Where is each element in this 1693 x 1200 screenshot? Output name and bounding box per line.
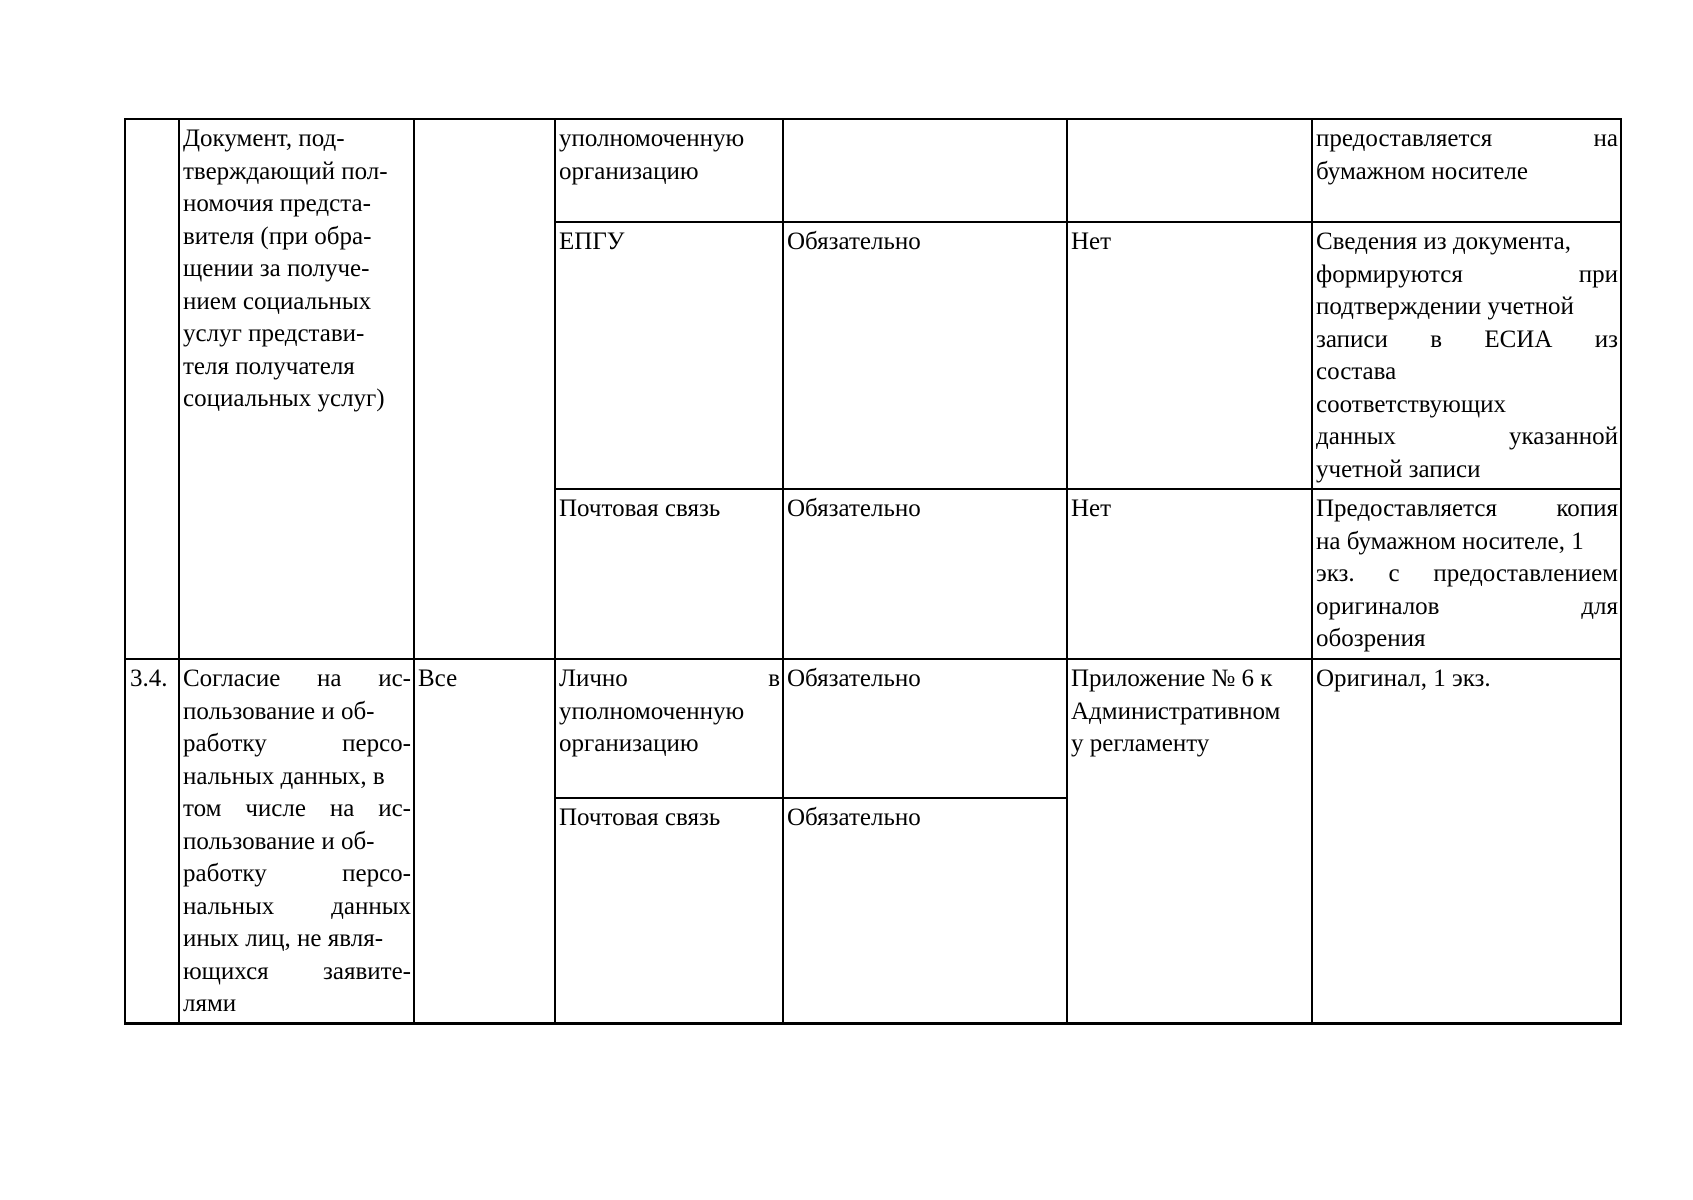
text-line: у регламенту bbox=[1071, 730, 1210, 757]
text-line: Административном bbox=[1071, 697, 1281, 725]
form-cell bbox=[1312, 222, 1621, 489]
category-cell bbox=[414, 119, 555, 659]
row-number-cell bbox=[125, 119, 179, 659]
text-line: соответствующих bbox=[1316, 390, 1506, 418]
text-line: вителя (при обра- bbox=[183, 222, 372, 250]
text-line: оригиналов для bbox=[1316, 592, 1618, 620]
text-line: уполномоченную bbox=[559, 697, 745, 725]
text-line: теля получателя bbox=[183, 352, 355, 380]
text-line: бумажном носителе bbox=[1316, 157, 1528, 185]
text-line: том числе на ис- bbox=[183, 795, 411, 822]
requirement-cell: Обязательно bbox=[783, 222, 1067, 489]
text-line: работку персо- bbox=[183, 730, 411, 757]
text-line: экз. с предоставлением bbox=[1316, 560, 1618, 587]
text-line: тверждающий пол- bbox=[183, 157, 388, 185]
table-row bbox=[125, 659, 1621, 798]
text-line: формируются при bbox=[1316, 260, 1618, 288]
text-line: Сведения из документа, bbox=[1316, 228, 1571, 255]
template-cell: Нет bbox=[1067, 489, 1312, 659]
text-line: на бумажном носителе, 1 bbox=[1316, 527, 1584, 555]
text-line: нальных данных, в bbox=[183, 762, 385, 790]
documents-table bbox=[124, 118, 1622, 1025]
text-line: ющихся заявите- bbox=[183, 957, 411, 985]
text-line: подтверждении учетной bbox=[1316, 293, 1574, 320]
template-cell bbox=[1067, 659, 1312, 1024]
text-line: Приложение № 6 к bbox=[1071, 665, 1273, 692]
template-cell bbox=[1067, 119, 1312, 222]
row-number-cell: 3.4. bbox=[125, 659, 179, 1024]
requirement-cell: Обязательно bbox=[783, 659, 1067, 798]
text-line: работку персо- bbox=[183, 860, 411, 887]
text-line: обозрения bbox=[1316, 625, 1426, 652]
document-name-cell bbox=[179, 119, 414, 659]
method-cell: Почтовая связь bbox=[555, 489, 783, 659]
method-cell bbox=[555, 659, 783, 798]
requirement-cell: Обязательно bbox=[783, 489, 1067, 659]
form-cell bbox=[1312, 489, 1621, 659]
method-cell: Почтовая связь bbox=[555, 798, 783, 1024]
text-line: пользование и об- bbox=[183, 827, 375, 855]
text-line: Документ, под- bbox=[183, 125, 345, 152]
table-row bbox=[125, 119, 1621, 222]
form-cell: Оригинал, 1 экз. bbox=[1312, 659, 1621, 1024]
requirement-cell bbox=[783, 119, 1067, 222]
text-line: иных лиц, не явля- bbox=[183, 925, 384, 952]
template-cell: Нет bbox=[1067, 222, 1312, 489]
text-line: данных указанной bbox=[1316, 423, 1618, 450]
requirement-cell: Обязательно bbox=[783, 798, 1067, 1024]
text-line: учетной записи bbox=[1316, 455, 1481, 483]
text-line: номочия предста- bbox=[183, 190, 371, 217]
document-name-cell bbox=[179, 659, 414, 1024]
text-line: услуг представи- bbox=[183, 320, 365, 347]
text-line: организацию bbox=[559, 157, 699, 185]
text-line: состава bbox=[1316, 358, 1397, 385]
category-cell: Все bbox=[414, 659, 555, 1024]
text-line: записи в ЕСИА из bbox=[1316, 325, 1618, 353]
form-cell bbox=[1312, 119, 1621, 222]
text-line: нием социальных bbox=[183, 287, 372, 315]
text-line: организацию bbox=[559, 730, 699, 757]
text-line: лями bbox=[183, 990, 237, 1017]
text-line: социальных услуг) bbox=[183, 385, 385, 412]
text-line: Предоставляется копия bbox=[1316, 495, 1618, 522]
method-cell: ЕПГУ bbox=[555, 222, 783, 489]
text-line: щении за получе- bbox=[183, 255, 370, 282]
text-line: предоставляется на bbox=[1316, 125, 1618, 152]
text-line: пользование и об- bbox=[183, 697, 375, 725]
method-cell bbox=[555, 119, 783, 222]
text-line: уполномоченную bbox=[559, 125, 745, 152]
text-line: Согласие на ис- bbox=[183, 665, 411, 692]
text-line: нальных данных bbox=[183, 892, 411, 920]
text-line: Лично в bbox=[559, 665, 780, 692]
